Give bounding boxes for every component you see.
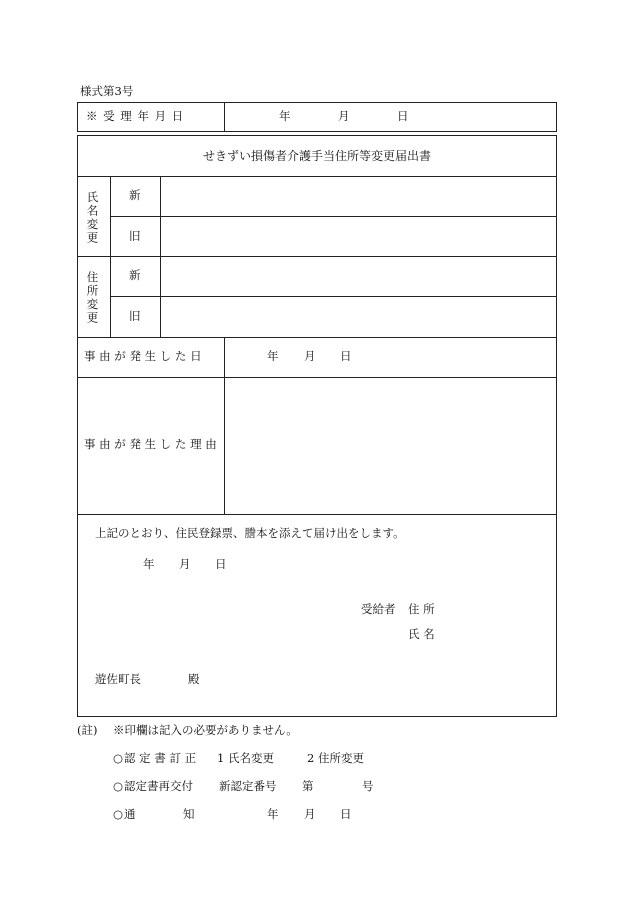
- address-change-label: 住所変更: [85, 271, 100, 325]
- note3-item-chi: 知: [183, 807, 195, 821]
- note1-item: 認 定 書 訂 正: [124, 751, 197, 765]
- note2-cert-number-label: 新認定番号: [219, 779, 277, 793]
- occurrence-month: 月: [304, 349, 316, 363]
- note2-item: 認定書再交付: [124, 779, 193, 793]
- form-title: せきずい損傷者介護手当住所等変更届出書: [202, 149, 431, 163]
- note1-marker: ○: [113, 751, 124, 765]
- honorific: 殿: [188, 672, 200, 686]
- main-form-box: [77, 135, 557, 717]
- occurrence-day: 日: [340, 349, 352, 363]
- note3-month: 月: [304, 807, 316, 821]
- note3-year: 年: [267, 807, 279, 821]
- name-change-old-label: 旧: [129, 229, 141, 243]
- addressee: 遊佐町長: [95, 672, 141, 686]
- recipient-address-label: 住 所: [408, 602, 435, 616]
- address-change-old-label: 旧: [129, 309, 141, 323]
- note1-option-address: 2 住所変更: [307, 751, 364, 765]
- recipient-label: 受給者: [361, 602, 396, 616]
- occurrence-date-label: 事 由 が 発 生 し た 日: [84, 349, 202, 363]
- name-change-label: 氏名変更: [85, 191, 100, 245]
- reception-month: 月: [338, 109, 350, 123]
- name-address-divider: [77, 256, 557, 257]
- declaration-year: 年: [143, 557, 155, 571]
- title-divider: [77, 176, 557, 177]
- reception-day: 日: [397, 109, 409, 123]
- form-number: 様式第3号: [80, 84, 134, 98]
- recipient-name-label: 氏 名: [408, 627, 435, 641]
- name-change-mid-line: [110, 216, 557, 217]
- notes-prefix: (註): [77, 723, 98, 737]
- declaration-text: 上記のとおり、住民登録票、謄本を添えて届け出をします。: [95, 526, 405, 540]
- address-section-bottom-line: [77, 337, 557, 338]
- note2-go: 号: [362, 779, 374, 793]
- note2-dai: 第: [302, 779, 314, 793]
- address-change-new-label: 新: [129, 268, 141, 282]
- reception-date-label: ※ 受 理 年 月 日: [86, 109, 185, 123]
- declaration-day: 日: [215, 557, 227, 571]
- reception-divider: [224, 102, 225, 132]
- reception-year: 年: [279, 109, 291, 123]
- name-change-new-label: 新: [129, 188, 141, 202]
- note1-option-name: 1 氏名変更: [217, 751, 274, 765]
- occurrence-date-bottom-line: [77, 377, 557, 378]
- note3-item-tsu: 通: [124, 807, 136, 821]
- occurrence-divider: [224, 337, 225, 514]
- reason-bottom-line: [77, 514, 557, 515]
- declaration-month: 月: [179, 557, 191, 571]
- note2-marker: ○: [113, 779, 124, 793]
- address-change-mid-line: [110, 296, 557, 297]
- note3-day: 日: [340, 807, 352, 821]
- occurrence-year: 年: [267, 349, 279, 363]
- note3-marker: ○: [113, 807, 124, 821]
- occurrence-reason-label: 事 由 が 発 生 し た 理 由: [84, 437, 217, 451]
- notes-text: ※印欄は記入の必要がありません。: [113, 723, 298, 737]
